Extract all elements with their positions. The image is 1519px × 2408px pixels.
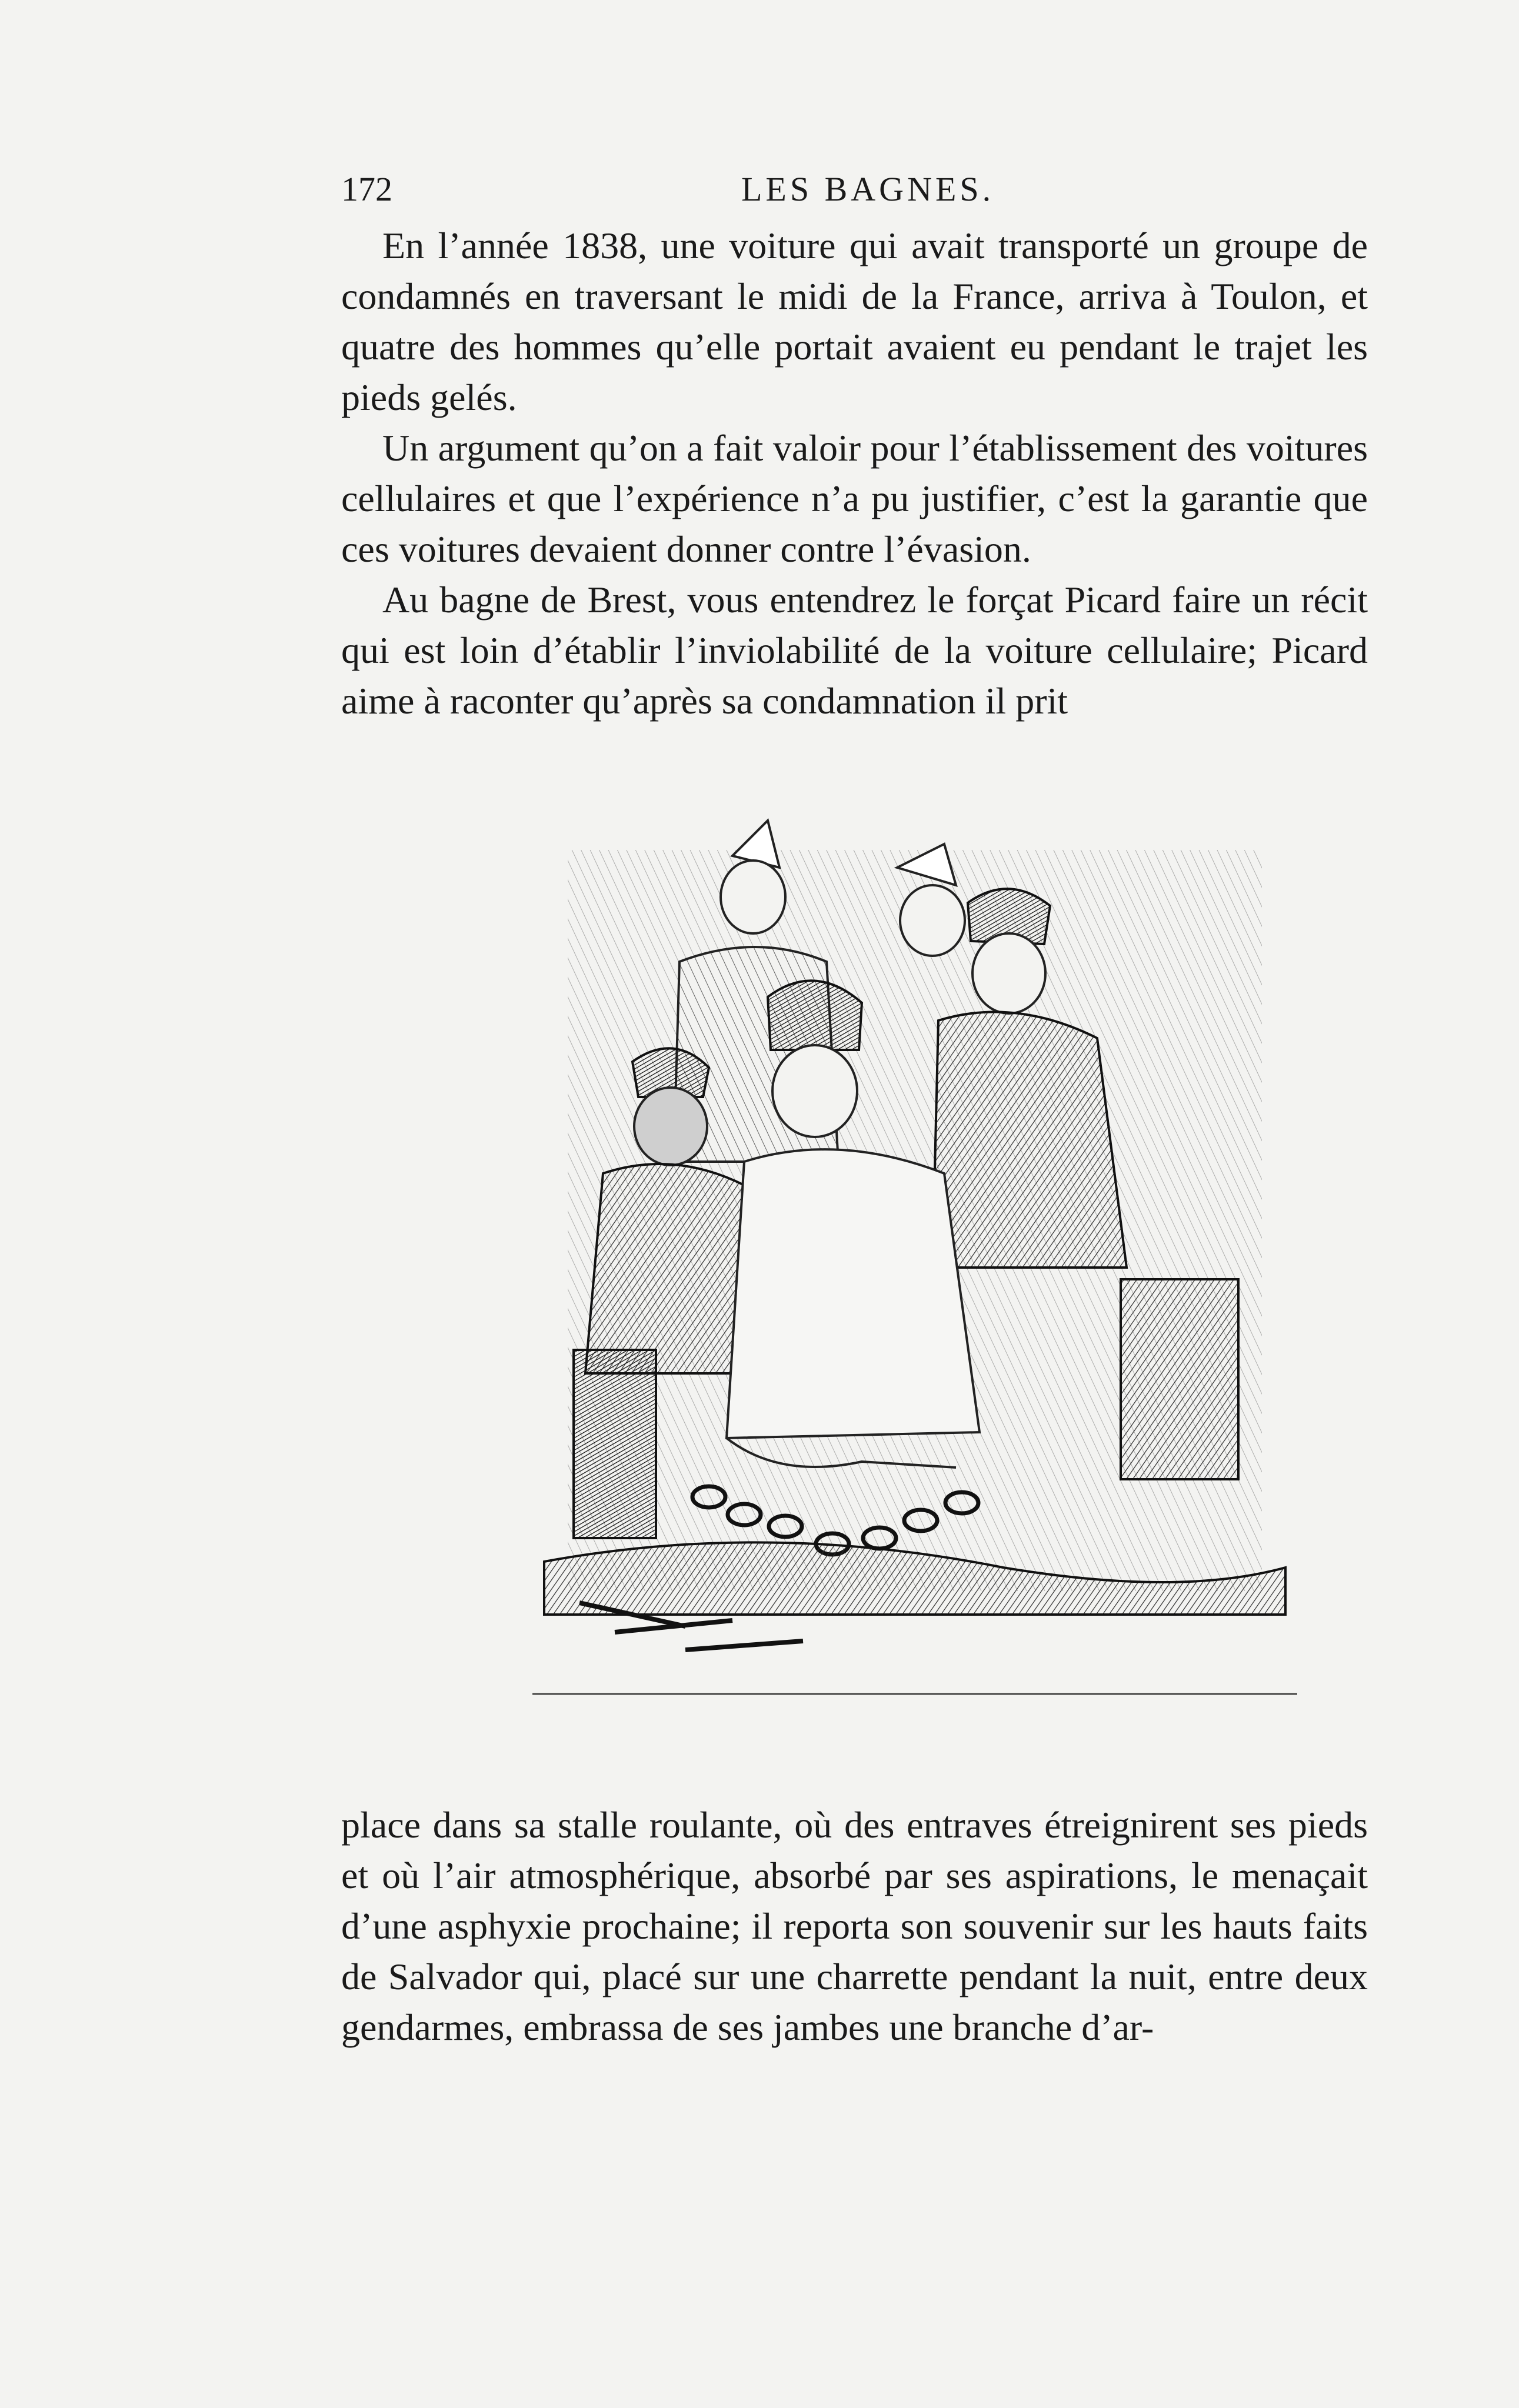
paragraph-2: Un argument qu’on a fait valoir pour l’établissement des voitures cellulaires et que l’expérience n’a pu justifier, c’est la garantie que ces voitures devaient donner contre l’évasion.	[341, 427, 1368, 570]
paragraph-3: Au bagne de Brest, vous entendrez le forçat Picard faire un récit qui est loin d’établir l’inviolabilité de la voiture cellulaire; Picard aime à raconter qu’après sa condamnation il prit	[341, 579, 1368, 722]
running-head	[0, 169, 1519, 216]
engraving-illustration	[532, 785, 1297, 1738]
wooden-stool-left	[574, 1350, 656, 1538]
text-block-bottom	[341, 1800, 1368, 2053]
paragraph-1: En l’année 1838, une voiture qui avait transporté un groupe de condamnés en traversant le midi de la France, arriva à Toulon, et quatre des hommes qu’elle portait avaient eu pendant le trajet les pieds gelés.	[341, 225, 1368, 418]
paragraph-continuation: place dans sa stalle roulante, où des entraves étreignirent ses pieds et où l’air atmosphérique, absorbé par ses aspirations, le menaçait d’une asphyxie prochaine; il reporta son souvenir sur les hauts faits de Salvador qui, placé sur une charrette pendant la nuit, entre deux gendarmes, embrassa de ses jambes une branche d’ar-	[341, 1804, 1368, 2048]
wooden-crate-right	[1121, 1279, 1238, 1479]
running-title: LES BAGNES.	[741, 170, 995, 208]
text-block-top	[341, 221, 1368, 726]
page-number: 172	[341, 170, 392, 208]
